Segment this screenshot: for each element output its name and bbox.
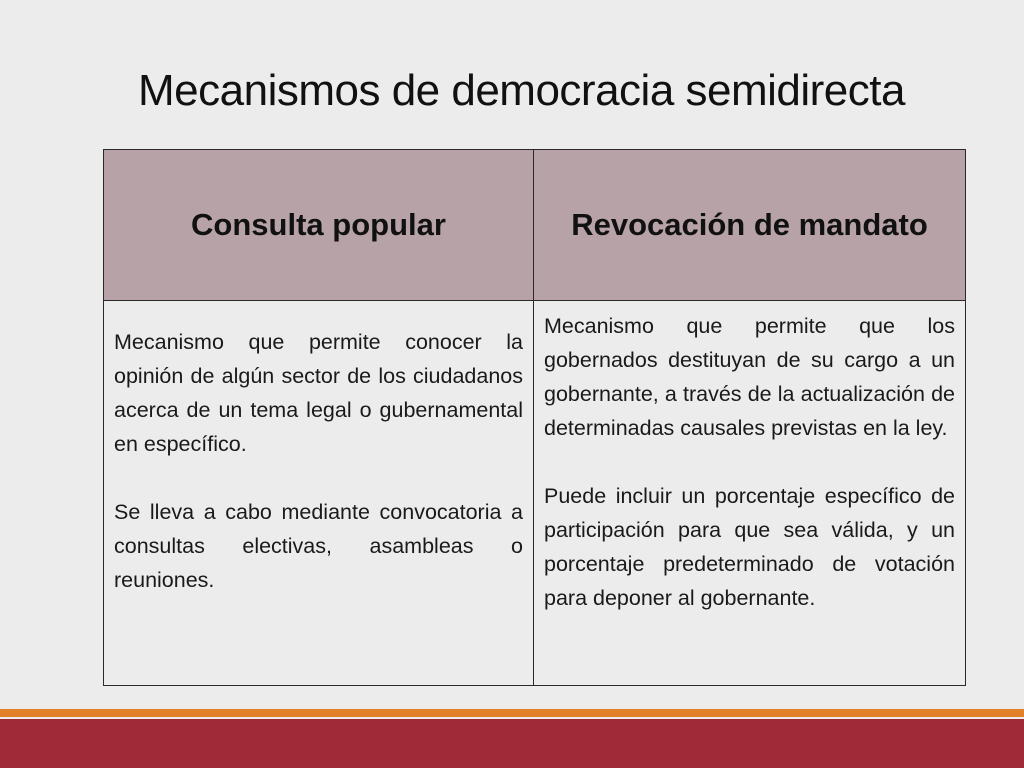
comparison-table	[103, 149, 966, 686]
table-body-row	[104, 301, 966, 686]
cell-revocacion-de-mandato	[534, 301, 966, 686]
consulta-procedure: Se lleva a cabo mediante convocatoria a consultas electivas, asambleas o reuniones.	[114, 500, 523, 592]
table-header-row	[104, 150, 966, 301]
revocacion-requirements: Puede incluir un porcentaje específico de participación para que sea válida, y un porcentaje predeterminado de votación para deponer al gobernante.	[544, 484, 955, 610]
header-consulta-popular: Consulta popular	[104, 150, 534, 301]
header-revocacion-de-mandato: Revocación de mandato	[534, 150, 966, 301]
consulta-description: Mecanismo que permite conocer la opinión de algún sector de los ciudadanos acerca de un tema legal o gubernamental en específico.	[114, 330, 523, 456]
footer-orange-stripe	[0, 709, 1024, 717]
footer-red-band	[0, 719, 1024, 768]
slide-title: Mecanismos de democracia semidirecta	[138, 66, 905, 115]
revocacion-description: Mecanismo que permite que los gobernados destituyan de su cargo a un gobernante, a través de la actualización de determinadas causales previstas en la ley.	[544, 314, 955, 440]
cell-consulta-popular	[104, 301, 534, 686]
